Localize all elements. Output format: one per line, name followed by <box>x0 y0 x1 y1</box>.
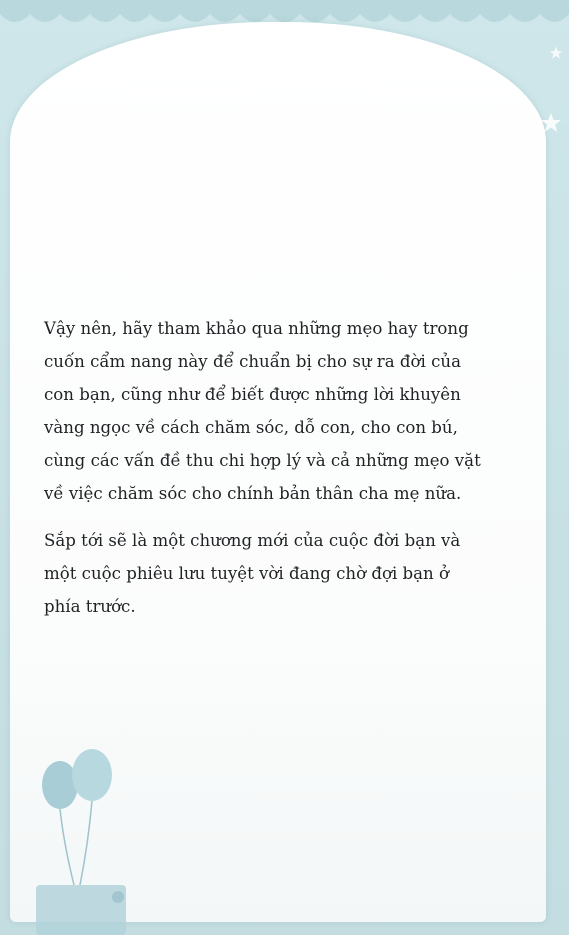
text-line: cùng các vấn đề thu chi hợp lý và cả những mẹo vặt <box>44 451 481 470</box>
text-line: con bạn, cũng như để biết được những lời khuyên <box>44 385 461 404</box>
text-line: phía trước. <box>44 597 136 616</box>
star-icon <box>540 112 562 134</box>
body-text <box>44 312 516 623</box>
text-line: vàng ngọc về cách chăm sóc, dỗ con, cho con bú, <box>44 418 458 437</box>
text-line: Sắp tới sẽ là một chương mới của cuộc đời bạn và <box>44 531 461 550</box>
paragraph <box>44 312 516 510</box>
star-icon <box>549 46 563 60</box>
text-line: một cuộc phiêu lưu tuyệt vời đang chờ đợi bạn ở <box>44 564 450 583</box>
text-line: về việc chăm sóc cho chính bản thân cha mẹ nữa. <box>44 484 462 503</box>
balloon-icon <box>30 745 150 935</box>
text-line: cuốn cẩm nang này để chuẩn bị cho sự ra đời của <box>44 352 461 371</box>
paragraph <box>44 524 516 623</box>
text-line: Vậy nên, hãy tham khảo qua những mẹo hay trong <box>44 319 469 338</box>
